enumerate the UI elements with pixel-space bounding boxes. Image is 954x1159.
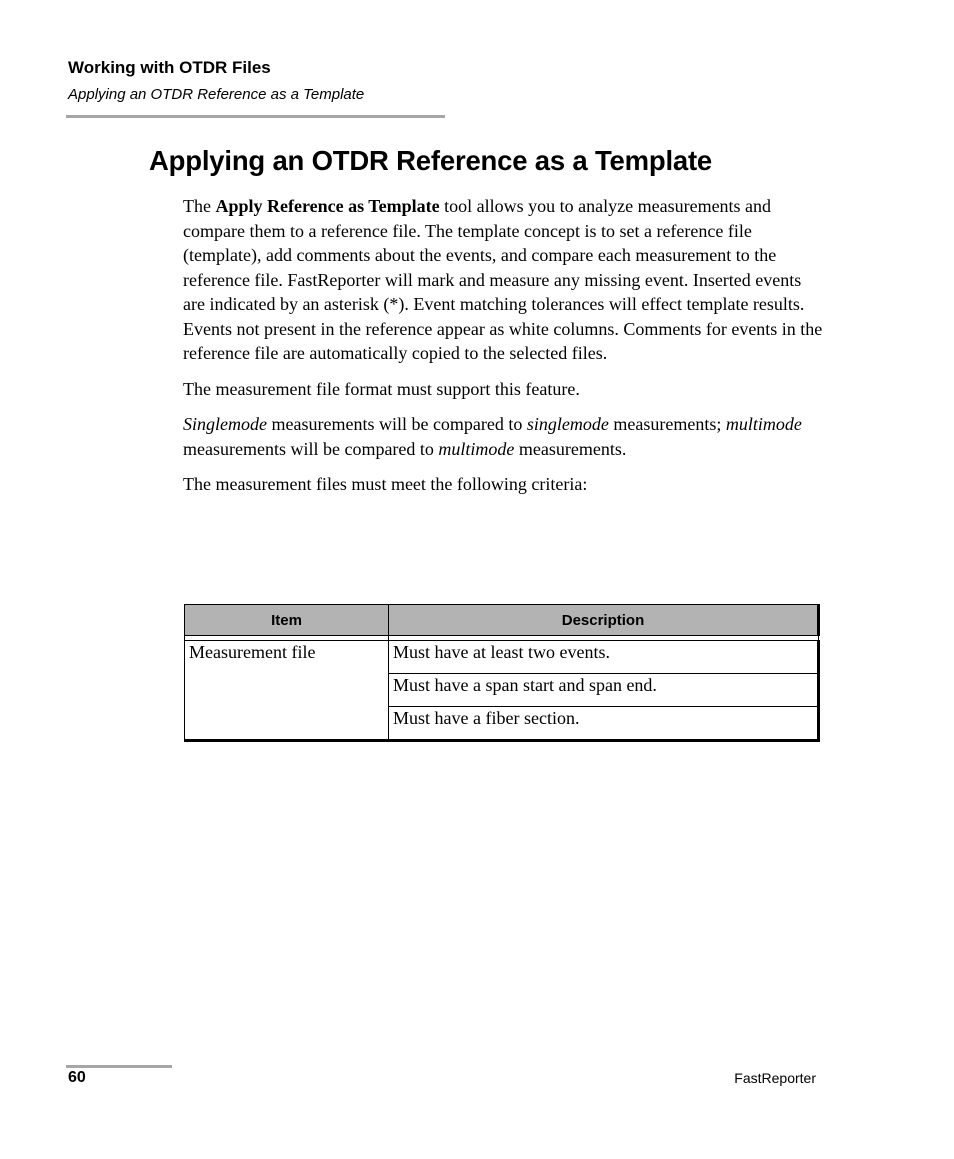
product-name: FastReporter	[734, 1070, 816, 1086]
page-number: 60	[68, 1069, 86, 1086]
criteria-table	[184, 604, 820, 742]
text-run: measurements will be compared to	[183, 438, 439, 459]
emphasis: multimode	[438, 438, 515, 459]
emphasis: multimode	[725, 414, 802, 434]
format-paragraph: The measurement file format must support this feature.	[183, 378, 580, 399]
description-cell: Must have at least two events.	[389, 641, 819, 674]
text-run: measurements;	[608, 414, 726, 434]
description-cell: Must have a fiber section.	[389, 707, 819, 741]
mode-paragraph	[183, 412, 823, 461]
header-description: Description	[389, 605, 819, 636]
header-rule	[66, 115, 445, 118]
text-run: The	[183, 196, 216, 216]
item-cell: Measurement file	[185, 641, 389, 741]
intro-paragraph	[183, 194, 823, 366]
header-item: Item	[185, 605, 389, 636]
section-title: Applying an OTDR Reference as a Template	[68, 86, 365, 103]
text-run: tool allows you to analyze measurements and compare them to a reference file. The template concept is to set a reference file (template), add comments about the events, and compare each measurement to the reference file. FastReporter will mark and measure any missing event. Inserted events are indicated by an asterisk (*). Event matching tolerances will effect template results. Events not present in the reference appear as white columns. Comments for events in the reference file are automatically copied to the selected files.	[183, 196, 823, 363]
table-row	[185, 641, 819, 674]
tool-name: Apply Reference as Template	[215, 196, 440, 216]
body-text	[183, 194, 823, 508]
page-title: Applying an OTDR Reference as a Template	[149, 145, 713, 176]
table-header-row	[185, 605, 819, 636]
text-run: measurements.	[514, 438, 627, 459]
description-cell: Must have a span start and span end.	[389, 674, 819, 707]
running-header	[68, 57, 364, 105]
emphasis: singlemode	[526, 414, 609, 434]
text-run: measurements will be compared to	[266, 414, 527, 434]
criteria-intro: The measurement files must meet the following criteria:	[183, 474, 588, 494]
footer-rule	[66, 1065, 172, 1068]
emphasis: Singlemode	[183, 414, 267, 434]
chapter-title: Working with OTDR Files	[68, 58, 271, 77]
